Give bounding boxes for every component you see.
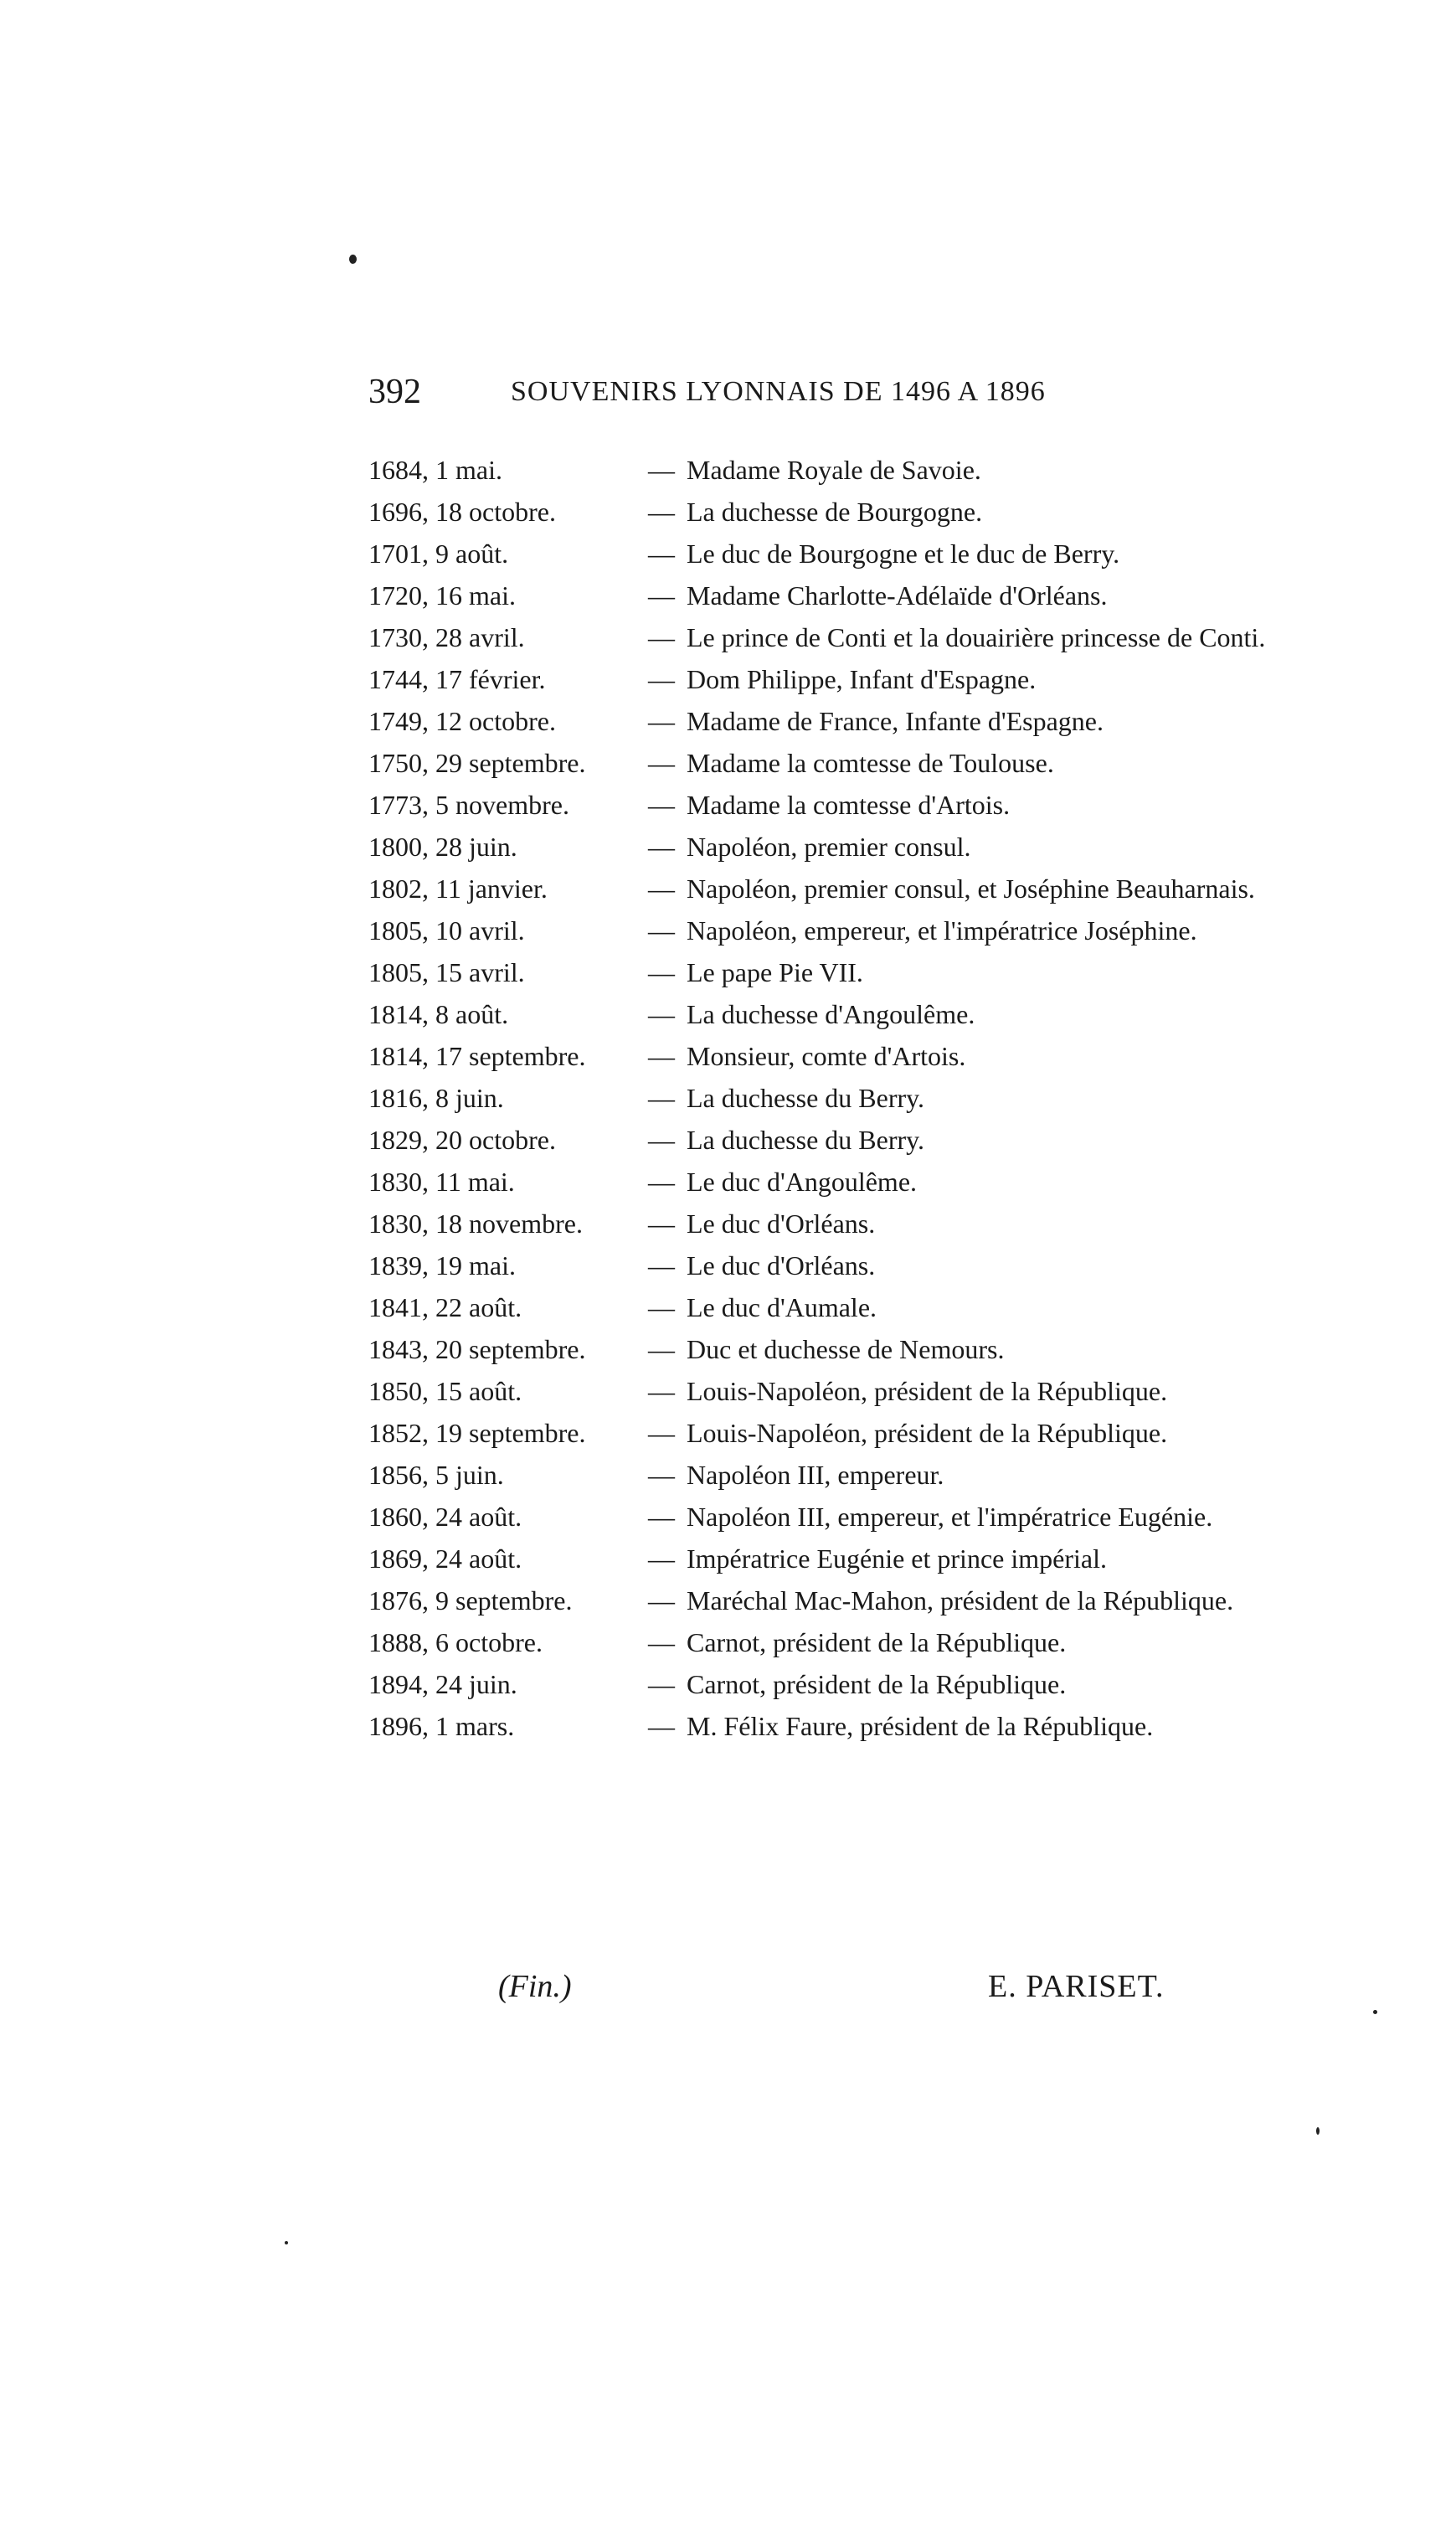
list-item [368,533,1281,575]
entry-date: 1850, 15 août. [368,1376,522,1406]
fin-label: (Fin.) [498,1969,572,2004]
list-item [368,742,1281,784]
list-item [368,1119,1281,1161]
list-item [368,951,1281,993]
entry-date: 1829, 20 octobre. [368,1125,556,1155]
list-item [368,1579,1281,1621]
entry-text: La duchesse du Berry. [687,1083,925,1113]
entry-date: 1876, 9 septembre. [368,1585,573,1615]
entry-date: 1896, 1 mars. [368,1711,515,1741]
entry-date: 1805, 15 avril. [368,957,525,987]
list-item [368,1454,1281,1496]
entry-text: La duchesse d'Angoulême. [687,999,975,1029]
entry-text: Le duc de Bourgogne et le duc de Berry. [687,538,1120,569]
list-item [368,658,1281,700]
entry-text: La duchesse de Bourgogne. [687,497,983,527]
list-item [368,1621,1281,1663]
author-signature: E. PARISET. [988,1969,1165,2004]
entry-text: Madame la comtesse d'Artois. [687,790,1011,820]
entry-dash: — [648,1502,675,1532]
entry-dash: — [648,748,675,778]
entry-date: 1841, 22 août. [368,1292,522,1322]
list-item [368,1496,1281,1538]
list-item [368,1203,1281,1244]
list-item [368,1161,1281,1203]
list-item [368,1663,1281,1705]
entry-date: 1730, 28 avril. [368,622,525,652]
list-item [368,1035,1281,1077]
entry-dash: — [648,1418,675,1448]
entry-text: Madame Charlotte-Adélaïde d'Orléans. [687,580,1108,611]
entry-text: Madame Royale de Savoie. [687,455,981,485]
entry-text: Monsieur, comte d'Artois. [687,1041,966,1071]
entry-text: Louis-Napoléon, président de la République. [687,1376,1168,1406]
entry-text: Carnot, président de la République. [687,1669,1067,1699]
list-item [368,826,1281,868]
list-item [368,1370,1281,1412]
entry-dash: — [648,1292,675,1322]
scan-speck [349,255,357,264]
entry-date: 1839, 19 mai. [368,1250,516,1281]
entry-date: 1816, 8 juin. [368,1083,504,1113]
entry-date: 1750, 29 septembre. [368,748,586,778]
entry-text: Carnot, président de la République. [687,1627,1067,1657]
entry-text: Le duc d'Orléans. [687,1208,876,1239]
scan-speck [285,2241,288,2244]
entry-dash: — [648,957,675,987]
entry-dash: — [648,832,675,862]
page-number: 392 [368,373,421,411]
entry-dash: — [648,1167,675,1197]
entry-date: 1860, 24 août. [368,1502,522,1532]
entry-dash: — [648,538,675,569]
list-item [368,1328,1281,1370]
entry-date: 1814, 17 septembre. [368,1041,586,1071]
entry-dash: — [648,1125,675,1155]
scan-speck [1373,2010,1377,2014]
entry-dash: — [648,1585,675,1615]
list-item [368,784,1281,826]
entry-dash: — [648,1460,675,1490]
entry-text: Le prince de Conti et la douairière princesse de Conti. [687,622,1266,652]
list-item [368,1244,1281,1286]
entry-date: 1773, 5 novembre. [368,790,569,820]
entry-text: Napoléon, premier consul. [687,832,971,862]
running-title: SOUVENIRS LYONNAIS DE 1496 A 1896 [511,376,1046,407]
list-item [368,616,1281,658]
list-item [368,1077,1281,1119]
entry-date: 1814, 8 août. [368,999,509,1029]
entry-date: 1696, 18 octobre. [368,497,556,527]
entry-date: 1843, 20 septembre. [368,1334,586,1364]
entry-dash: — [648,580,675,611]
entry-text: La duchesse du Berry. [687,1125,925,1155]
entry-dash: — [648,1543,675,1574]
entry-dash: — [648,1669,675,1699]
list-item [368,910,1281,951]
list-item [368,1286,1281,1328]
list-item [368,993,1281,1035]
entry-text: Napoléon, empereur, et l'impératrice Joséphine. [687,915,1197,946]
entry-text: Duc et duchesse de Nemours. [687,1334,1005,1364]
entry-text: Le duc d'Orléans. [687,1250,876,1281]
entry-dash: — [648,455,675,485]
entry-dash: — [648,915,675,946]
entry-dash: — [648,497,675,527]
entry-dash: — [648,1208,675,1239]
list-item [368,700,1281,742]
entry-text: Napoléon, premier consul, et Joséphine Beauharnais. [687,873,1255,904]
entry-text: Napoléon III, empereur. [687,1460,944,1490]
entry-dash: — [648,1711,675,1741]
entry-dash: — [648,1376,675,1406]
entry-dash: — [648,790,675,820]
entry-dash: — [648,706,675,736]
entry-date: 1894, 24 juin. [368,1669,517,1699]
entry-date: 1684, 1 mai. [368,455,502,485]
chronology-list [368,449,1281,1747]
list-item [368,868,1281,910]
entry-text: Maréchal Mac-Mahon, président de la République. [687,1585,1234,1615]
entry-dash: — [648,1627,675,1657]
entry-date: 1802, 11 janvier. [368,873,548,904]
entry-date: 1800, 28 juin. [368,832,517,862]
scan-speck [1316,2127,1320,2135]
entry-dash: — [648,999,675,1029]
entry-text: Louis-Napoléon, président de la République. [687,1418,1168,1448]
entry-date: 1830, 18 novembre. [368,1208,583,1239]
entry-text: Napoléon III, empereur, et l'impératrice Eugénie. [687,1502,1213,1532]
entry-text: M. Félix Faure, président de la République. [687,1711,1154,1741]
entry-dash: — [648,873,675,904]
entry-date: 1888, 6 octobre. [368,1627,543,1657]
entry-date: 1852, 19 septembre. [368,1418,586,1448]
list-item [368,1705,1281,1747]
entry-date: 1830, 11 mai. [368,1167,515,1197]
entry-dash: — [648,664,675,694]
entry-date: 1749, 12 octobre. [368,706,556,736]
entry-dash: — [648,622,675,652]
entry-text: Le duc d'Angoulême. [687,1167,918,1197]
entry-date: 1701, 9 août. [368,538,509,569]
entry-date: 1744, 17 février. [368,664,546,694]
entry-date: 1856, 5 juin. [368,1460,504,1490]
entry-text: Le pape Pie VII. [687,957,863,987]
entry-date: 1805, 10 avril. [368,915,525,946]
entry-dash: — [648,1250,675,1281]
list-item [368,1538,1281,1579]
entry-text: Madame la comtesse de Toulouse. [687,748,1054,778]
list-item [368,449,1281,491]
entry-text: Dom Philippe, Infant d'Espagne. [687,664,1037,694]
entry-dash: — [648,1334,675,1364]
entry-text: Impératrice Eugénie et prince impérial. [687,1543,1107,1574]
list-item [368,1412,1281,1454]
entry-dash: — [648,1041,675,1071]
entry-text: Le duc d'Aumale. [687,1292,877,1322]
entry-text: Madame de France, Infante d'Espagne. [687,706,1104,736]
list-item [368,491,1281,533]
entry-date: 1869, 24 août. [368,1543,522,1574]
entry-dash: — [648,1083,675,1113]
entry-date: 1720, 16 mai. [368,580,516,611]
list-item [368,575,1281,616]
